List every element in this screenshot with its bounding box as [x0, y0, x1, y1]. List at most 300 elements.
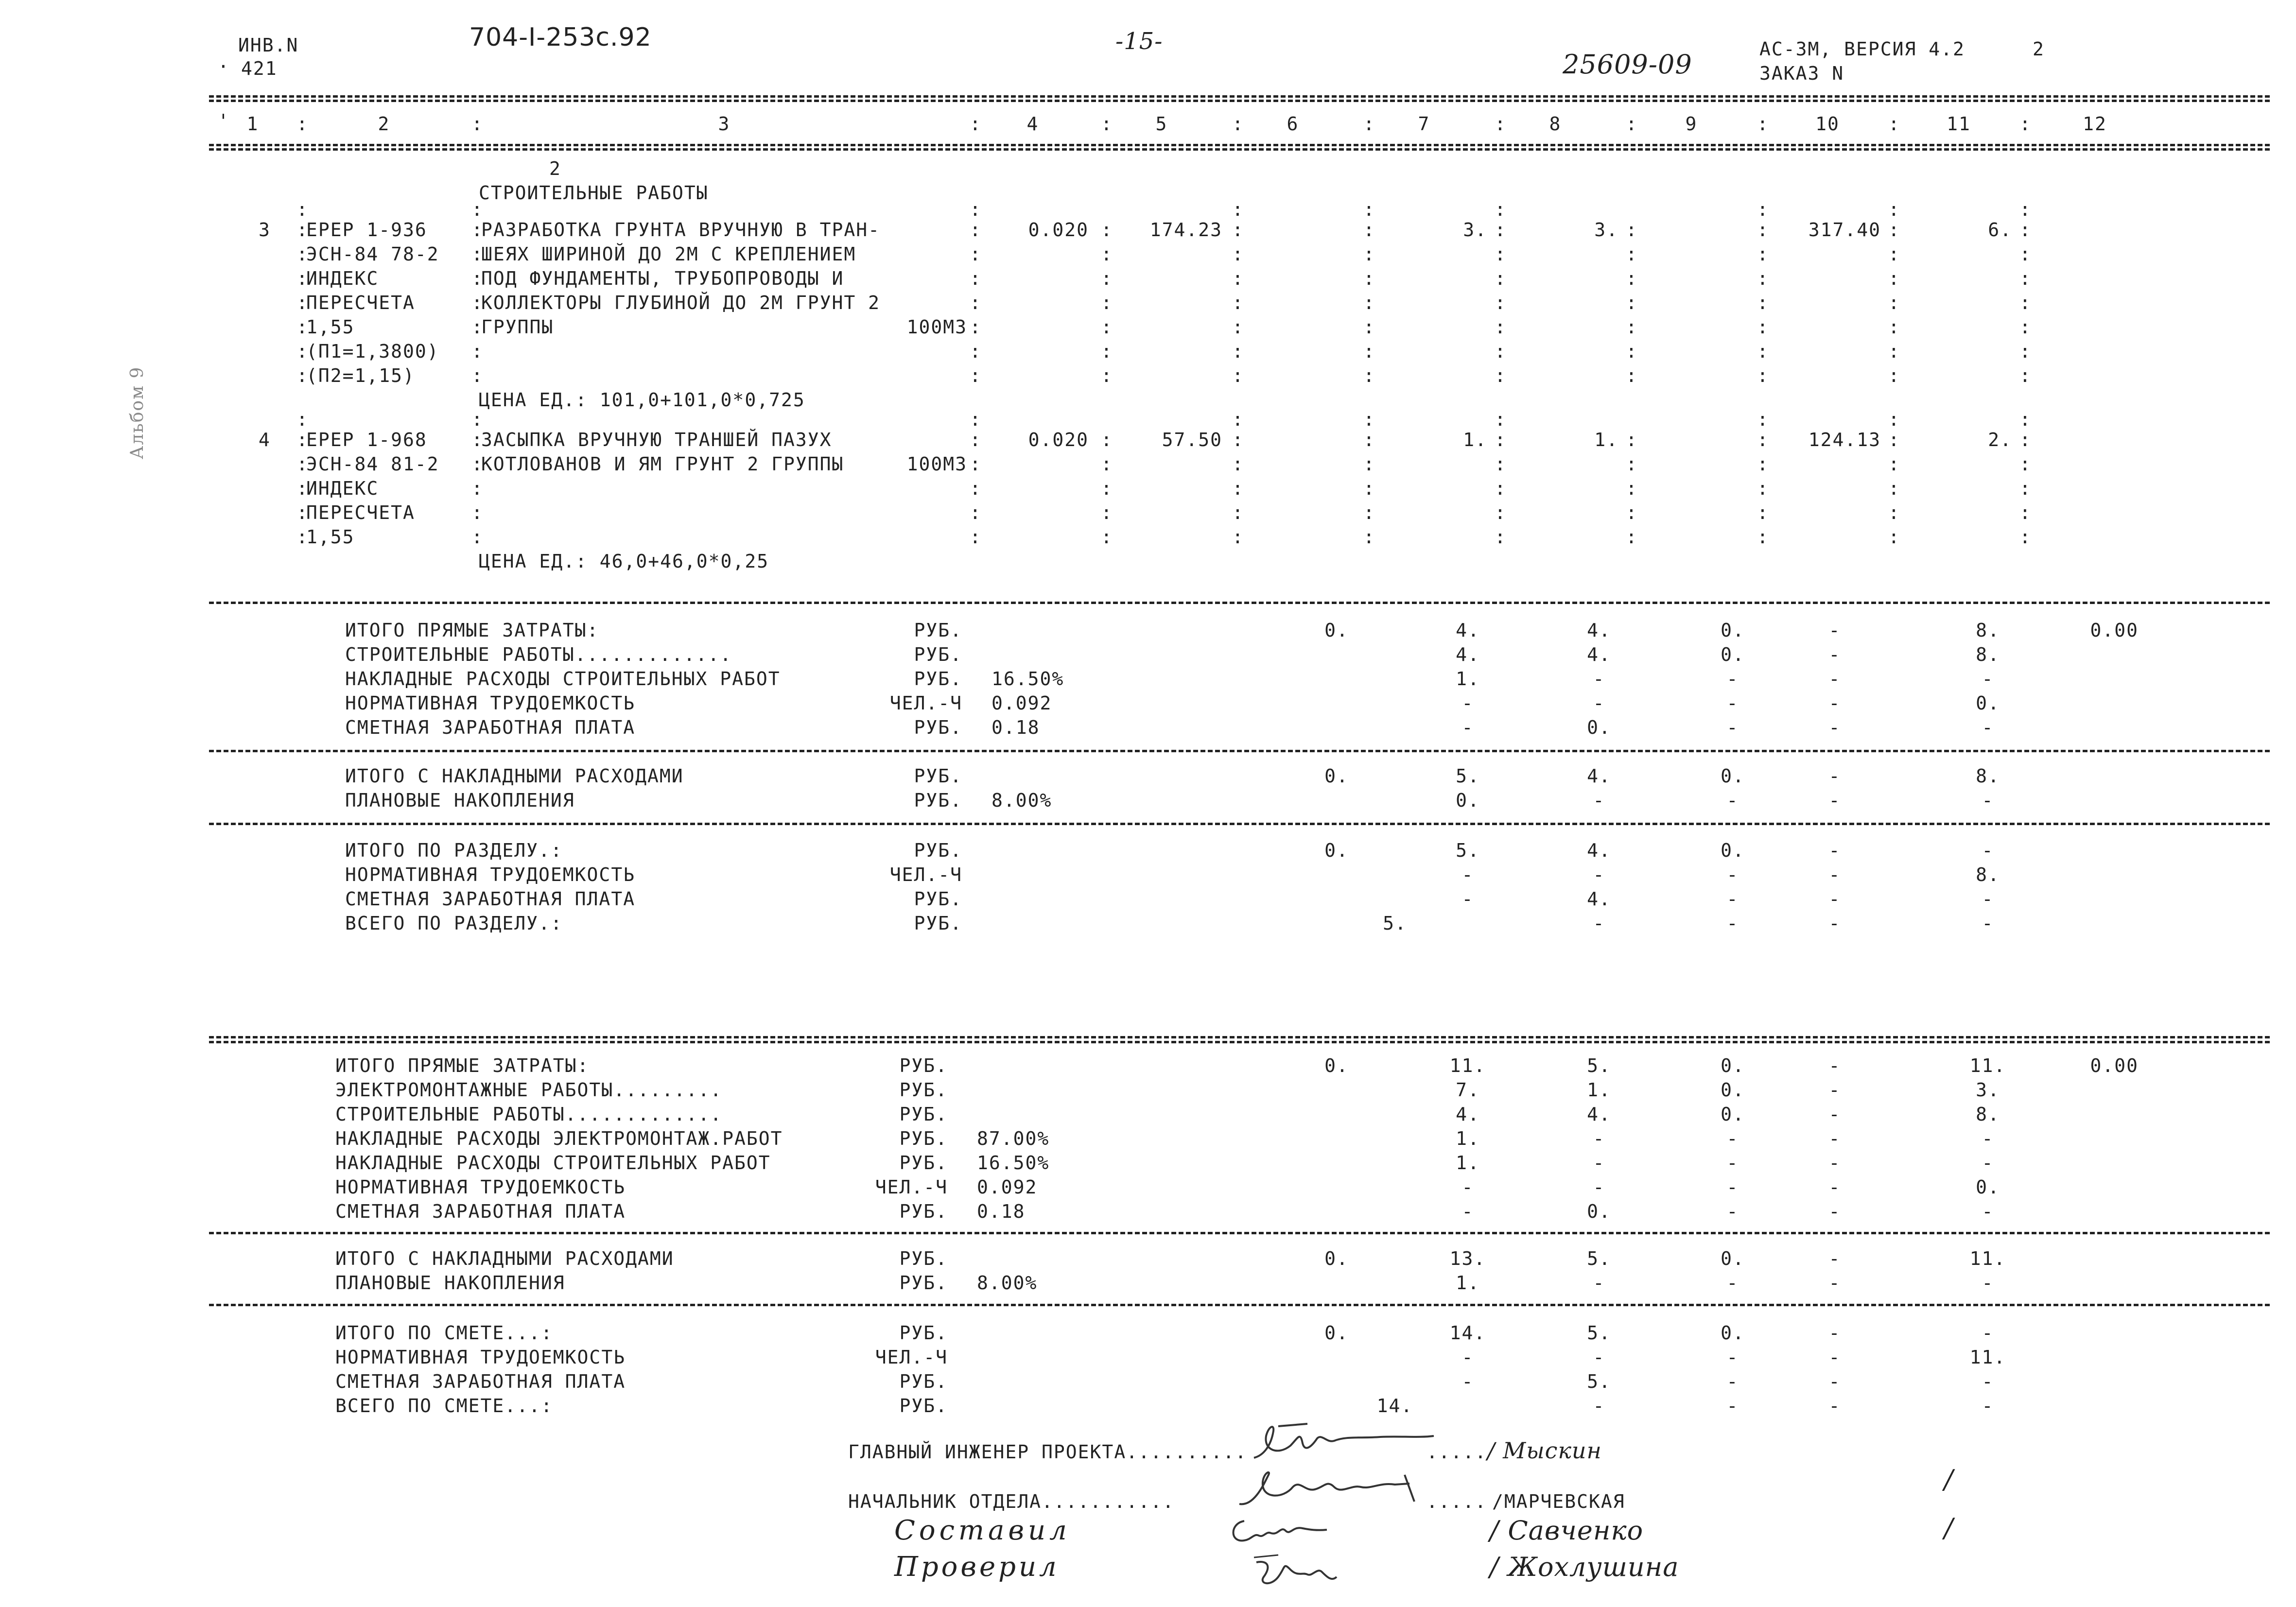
summary-col7: 11. — [1449, 1055, 1486, 1076]
column-separator: : — [2019, 478, 2032, 499]
column-separator: : — [471, 453, 484, 475]
column-number: 3 — [718, 113, 731, 135]
item-col11: 6. — [1988, 219, 2012, 241]
column-separator: : — [970, 316, 982, 338]
summary-label: СМЕТНАЯ ЗАРАБОТНАЯ ПЛАТА — [335, 1201, 626, 1222]
column-separator: : — [970, 219, 982, 241]
summary-col10: - — [1828, 913, 1841, 934]
summary-unit: РУБ. — [899, 1152, 948, 1174]
summary-col10: - — [1828, 1152, 1841, 1174]
album-stamp: Альбом 9 — [127, 366, 147, 459]
rule — [209, 148, 2270, 151]
summary-col11: - — [1982, 1272, 1994, 1294]
column-number: 1 — [246, 113, 259, 135]
column-separator: : — [471, 409, 484, 430]
summary-label: ВСЕГО ПО СМЕТЕ...: — [335, 1395, 553, 1417]
column-separator: : — [471, 429, 484, 450]
column-separator: : — [1232, 199, 1244, 220]
column-separator: : — [1626, 365, 1638, 386]
order-label: ЗАКАЗ N — [1759, 63, 1844, 84]
summary-label: НОРМАТИВНАЯ ТРУДОЕМКОСТЬ — [345, 864, 636, 885]
summary-col11: 11. — [1969, 1347, 2006, 1368]
checked-name: / Жохлушина — [1490, 1552, 1679, 1582]
column-separator: : — [1626, 526, 1638, 548]
item-col7: 1. — [1463, 429, 1487, 450]
summary-col6: 14. — [1376, 1395, 1413, 1417]
summary-col7: 7. — [1456, 1079, 1480, 1101]
summary-col10: - — [1828, 1079, 1841, 1101]
column-separator: : — [1757, 219, 1769, 241]
column-separator: : — [970, 365, 982, 386]
column-separator: : — [1888, 365, 1900, 386]
summary-col8: - — [1593, 1152, 1605, 1174]
item-unit: 100М3 — [906, 316, 967, 338]
column-separator: : — [296, 478, 309, 499]
summary-col9: - — [1726, 1152, 1739, 1174]
column-separator: : — [1888, 526, 1900, 548]
summary-unit: ЧЕЛ.-Ч — [889, 864, 962, 885]
summary-col11: 0. — [1976, 692, 2000, 714]
dept-head-name: /МАРЧЕВСКАЯ — [1492, 1491, 1625, 1512]
summary-rate: 16.50% — [991, 668, 1064, 690]
rule — [209, 750, 2270, 752]
summary-col9: - — [1726, 1371, 1739, 1392]
column-separator: : — [1363, 316, 1375, 338]
item-unit-price: 57.50 — [1162, 429, 1222, 450]
summary-label: НОРМАТИВНАЯ ТРУДОЕМКОСТЬ — [335, 1176, 626, 1198]
summary-col9: - — [1726, 790, 1739, 811]
summary-unit: РУБ. — [899, 1104, 948, 1125]
item-position: 4 — [259, 429, 271, 450]
summary-col10: - — [1828, 1176, 1841, 1198]
column-separator: : — [1101, 429, 1113, 450]
item-col8: 3. — [1594, 219, 1618, 241]
column-separator: : — [1626, 341, 1638, 362]
summary-col6: 0. — [1324, 840, 1349, 861]
column-separator: : — [1101, 243, 1113, 265]
summary-col8: 4. — [1587, 840, 1611, 861]
column-separator: : — [471, 502, 484, 523]
summary-col10: - — [1828, 1248, 1841, 1269]
summary-label: НОРМАТИВНАЯ ТРУДОЕМКОСТЬ — [335, 1347, 626, 1368]
column-separator: : — [296, 113, 309, 135]
summary-col10: - — [1828, 864, 1841, 885]
column-separator: : — [1495, 453, 1507, 475]
summary-col10: - — [1828, 1347, 1841, 1368]
summary-label: НАКЛАДНЫЕ РАСХОДЫ СТРОИТЕЛЬНЫХ РАБОТ — [335, 1152, 771, 1174]
summary-col7: 4. — [1456, 644, 1480, 665]
column-separator: : — [1101, 292, 1113, 313]
column-separator: : — [1626, 243, 1638, 265]
column-separator: : — [1101, 502, 1113, 523]
item-col10: 317.40 — [1808, 219, 1881, 241]
summary-col7: 1. — [1456, 1272, 1480, 1294]
summary-col7: 5. — [1456, 765, 1480, 787]
column-separator: : — [471, 365, 484, 386]
rule — [209, 823, 2270, 825]
column-separator: : — [970, 113, 982, 135]
summary-label: НАКЛАДНЫЕ РАСХОДЫ ЭЛЕКТРОМОНТАЖ.РАБОТ — [335, 1128, 783, 1149]
item-code-line: ЕРЕР 1-936 — [306, 219, 427, 241]
summary-unit: РУБ. — [899, 1322, 948, 1344]
summary-col10: - — [1828, 1201, 1841, 1222]
column-separator: : — [1101, 526, 1113, 548]
column-number: 4 — [1026, 113, 1039, 135]
column-separator: : — [1757, 478, 1769, 499]
dept-head-signature — [1235, 1465, 1439, 1514]
item-description-line: ШЕЯХ ШИРИНОЙ ДО 2М С КРЕПЛЕНИЕМ — [481, 243, 856, 265]
summary-col7: - — [1461, 1347, 1474, 1368]
chief-engineer-name: / Мыскин — [1487, 1437, 1602, 1464]
column-separator: : — [1101, 453, 1113, 475]
summary-col7: - — [1461, 1201, 1474, 1222]
column-separator: : — [1757, 453, 1769, 475]
summary-col8: - — [1593, 1272, 1605, 1294]
column-separator: : — [1626, 292, 1638, 313]
column-separator: : — [1888, 478, 1900, 499]
section-title: СТРОИТЕЛЬНЫЕ РАБОТЫ — [479, 182, 709, 204]
column-separator: : — [1232, 243, 1244, 265]
column-separator: : — [1626, 113, 1638, 135]
summary-unit: РУБ. — [899, 1201, 948, 1222]
column-separator: : — [1626, 429, 1638, 450]
column-separator: : — [296, 526, 309, 548]
column-separator: : — [1888, 453, 1900, 475]
item-description-line: РАЗРАБОТКА ГРУНТА ВРУЧНУЮ В ТРАН- — [481, 219, 880, 241]
summary-col11: - — [1982, 888, 1994, 910]
summary-col8: - — [1593, 1128, 1605, 1149]
column-separator: : — [1888, 268, 1900, 289]
column-separator: : — [2019, 341, 2032, 362]
summary-col8: 5. — [1587, 1371, 1611, 1392]
summary-rate: 0.18 — [991, 717, 1040, 738]
summary-label: ВСЕГО ПО РАЗДЕЛУ.: — [345, 913, 563, 934]
column-separator: : — [1626, 316, 1638, 338]
summary-col10: - — [1828, 644, 1841, 665]
summary-col11: 11. — [1969, 1055, 2006, 1076]
column-separator: : — [1232, 219, 1244, 241]
column-separator: : — [296, 502, 309, 523]
column-separator: : — [1363, 219, 1375, 241]
summary-col8: - — [1593, 668, 1605, 690]
column-separator: : — [1757, 341, 1769, 362]
column-separator: : — [1232, 113, 1244, 135]
column-separator: : — [1757, 316, 1769, 338]
summary-col8: - — [1593, 913, 1605, 934]
summary-col8: 1. — [1587, 1079, 1611, 1101]
column-separator: : — [1757, 429, 1769, 450]
column-separator: : — [2019, 268, 2032, 289]
summary-unit: РУБ. — [899, 1371, 948, 1392]
column-separator: : — [970, 478, 982, 499]
column-separator: : — [1626, 219, 1638, 241]
column-separator: : — [1232, 268, 1244, 289]
summary-col10: - — [1828, 1395, 1841, 1417]
column-separator: : — [1495, 429, 1507, 450]
summary-col10: - — [1828, 1371, 1841, 1392]
compiled-label: Составил — [894, 1515, 1071, 1546]
column-separator: : — [1363, 365, 1375, 386]
summary-col11: 8. — [1976, 620, 2000, 641]
rule — [209, 100, 2270, 102]
column-separator: : — [2019, 316, 2032, 338]
summary-col11: 8. — [1976, 864, 2000, 885]
column-separator: : — [2019, 243, 2032, 265]
chief-engineer-dots: ..... — [1426, 1441, 1487, 1463]
summary-unit: РУБ. — [899, 1128, 948, 1149]
column-separator: : — [1888, 292, 1900, 313]
column-separator: : — [1232, 409, 1244, 430]
summary-col10: - — [1828, 620, 1841, 641]
column-separator: : — [1757, 502, 1769, 523]
column-separator: : — [1626, 453, 1638, 475]
summary-rate: 0.092 — [977, 1176, 1038, 1198]
column-separator: : — [471, 268, 484, 289]
summary-col9: - — [1726, 692, 1739, 714]
inv-label: ИНВ.N — [238, 35, 299, 56]
column-separator: : — [296, 341, 309, 362]
summary-col7: - — [1461, 692, 1474, 714]
summary-unit: РУБ. — [914, 888, 962, 910]
column-separator: : — [471, 243, 484, 265]
summary-col6: 0. — [1324, 1322, 1349, 1344]
column-separator: : — [296, 365, 309, 386]
column-separator: : — [1888, 219, 1900, 241]
column-separator: : — [2019, 526, 2032, 548]
summary-col10: - — [1828, 692, 1841, 714]
rule — [209, 1041, 2270, 1043]
summary-col11: 8. — [1976, 644, 2000, 665]
summary-col7: 1. — [1456, 1152, 1480, 1174]
summary-col12: 0.00 — [2090, 620, 2139, 641]
item-code-line: ЭСН-84 78-2 — [306, 243, 439, 265]
margin-mark: / — [1944, 1513, 1954, 1543]
item-position: 3 — [259, 219, 271, 241]
summary-col8: 4. — [1587, 1104, 1611, 1125]
summary-col8: 5. — [1587, 1322, 1611, 1344]
column-separator: : — [1101, 219, 1113, 241]
column-separator: : — [1232, 316, 1244, 338]
summary-col8: 4. — [1587, 620, 1611, 641]
column-separator: : — [1363, 526, 1375, 548]
column-separator: : — [970, 502, 982, 523]
column-separator: : — [1495, 365, 1507, 386]
column-separator: : — [2019, 365, 2032, 386]
summary-col11: - — [1982, 790, 1994, 811]
column-separator: : — [970, 243, 982, 265]
margin-mark: / — [1944, 1464, 1954, 1495]
summary-col9: 0. — [1721, 620, 1745, 641]
summary-col10: - — [1828, 717, 1841, 738]
column-separator: : — [1363, 409, 1375, 430]
column-separator: : — [1363, 199, 1375, 220]
summary-col7: 13. — [1449, 1248, 1486, 1269]
item-col11: 2. — [1988, 429, 2012, 450]
software-version: АС-3М, ВЕРСИЯ 4.2 — [1759, 38, 1965, 60]
column-separator: : — [1363, 502, 1375, 523]
section-number: 2 — [549, 158, 561, 179]
summary-col7: 1. — [1456, 1128, 1480, 1149]
column-separator: : — [970, 341, 982, 362]
summary-col8: - — [1593, 1176, 1605, 1198]
column-separator: : — [1363, 243, 1375, 265]
software-sheet: 2 — [2033, 38, 2045, 60]
column-separator: : — [1495, 199, 1507, 220]
summary-label: НАКЛАДНЫЕ РАСХОДЫ СТРОИТЕЛЬНЫХ РАБОТ — [345, 668, 781, 690]
column-separator: : — [1626, 478, 1638, 499]
summary-col8: 4. — [1587, 888, 1611, 910]
column-separator: : — [1101, 478, 1113, 499]
column-separator: : — [970, 429, 982, 450]
column-separator: : — [1626, 268, 1638, 289]
summary-col9: 0. — [1721, 840, 1745, 861]
summary-unit: РУБ. — [914, 644, 962, 665]
summary-unit: РУБ. — [914, 913, 962, 934]
summary-col11: 3. — [1976, 1079, 2000, 1101]
rule — [209, 1232, 2270, 1234]
rule — [209, 144, 2270, 146]
column-separator: : — [296, 429, 309, 450]
summary-col11: - — [1982, 913, 1994, 934]
column-number: 2 — [378, 113, 390, 135]
column-separator: : — [1626, 502, 1638, 523]
summary-label: СМЕТНАЯ ЗАРАБОТНАЯ ПЛАТА — [345, 888, 636, 910]
column-separator: : — [1495, 409, 1507, 430]
column-separator: : — [1888, 429, 1900, 450]
summary-col10: - — [1828, 765, 1841, 787]
summary-col11: - — [1982, 1152, 1994, 1174]
summary-unit: РУБ. — [899, 1395, 948, 1417]
rule — [209, 602, 2270, 604]
summary-col8: 0. — [1587, 717, 1611, 738]
column-separator: : — [1232, 502, 1244, 523]
summary-col8: 0. — [1587, 1201, 1611, 1222]
item-col7: 3. — [1463, 219, 1487, 241]
column-separator: : — [1232, 341, 1244, 362]
checked-label: Проверил — [894, 1551, 1060, 1583]
column-number: 7 — [1418, 113, 1430, 135]
summary-rate: 87.00% — [977, 1128, 1050, 1149]
summary-col6: 0. — [1324, 1248, 1349, 1269]
column-separator: : — [1888, 199, 1900, 220]
summary-col7: - — [1461, 717, 1474, 738]
summary-col11: - — [1982, 1371, 1994, 1392]
summary-col9: - — [1726, 1272, 1739, 1294]
page-number: -15- — [1115, 28, 1163, 55]
summary-col7: - — [1461, 1371, 1474, 1392]
summary-label: НОРМАТИВНАЯ ТРУДОЕМКОСТЬ — [345, 692, 636, 714]
inv-dot: · — [218, 56, 230, 77]
column-separator: : — [1101, 113, 1113, 135]
column-separator: : — [296, 292, 309, 313]
column-separator: : — [1757, 113, 1769, 135]
summary-label: ИТОГО ПРЯМЫЕ ЗАТРАТЫ: — [345, 620, 599, 641]
column-separator: : — [471, 292, 484, 313]
summary-col12: 0.00 — [2090, 1055, 2139, 1076]
summary-col10: - — [1828, 1128, 1841, 1149]
item-code-line: ПЕРЕСЧЕТА — [306, 502, 415, 523]
chief-engineer-signature — [1244, 1417, 1439, 1470]
column-separator: : — [296, 268, 309, 289]
summary-col6: 0. — [1324, 1055, 1349, 1076]
summary-unit: ЧЕЛ.-Ч — [875, 1176, 948, 1198]
column-separator: : — [1363, 453, 1375, 475]
item-quantity: 0.020 — [1028, 219, 1089, 241]
summary-unit: РУБ. — [914, 668, 962, 690]
summary-col11: - — [1982, 1322, 1994, 1344]
summary-col7: - — [1461, 1176, 1474, 1198]
summary-label: ИТОГО ПО СМЕТЕ...: — [335, 1322, 553, 1344]
column-separator: : — [1757, 409, 1769, 430]
summary-col9: - — [1726, 913, 1739, 934]
summary-label: ИТОГО ПРЯМЫЕ ЗАТРАТЫ: — [335, 1055, 590, 1076]
column-number: 5 — [1155, 113, 1168, 135]
summary-col11: - — [1982, 717, 1994, 738]
summary-col11: - — [1982, 668, 1994, 690]
project-code: 704-I-253с.92 — [469, 23, 652, 52]
summary-col7: 1. — [1456, 668, 1480, 690]
summary-col8: - — [1593, 864, 1605, 885]
summary-col8: - — [1593, 1395, 1605, 1417]
column-separator: : — [1757, 268, 1769, 289]
column-separator: : — [1232, 292, 1244, 313]
column-separator: : — [2019, 453, 2032, 475]
column-number: 12 — [2083, 113, 2107, 135]
column-separator: : — [2019, 502, 2032, 523]
column-separator: : — [1757, 365, 1769, 386]
compiled-name: / Савченко — [1490, 1515, 1644, 1546]
chief-engineer-label: ГЛАВНЫЙ ИНЖЕНЕР ПРОЕКТА.......... — [848, 1441, 1247, 1463]
summary-col6: 0. — [1324, 620, 1349, 641]
column-number: 6 — [1287, 113, 1299, 135]
column-separator: : — [1495, 502, 1507, 523]
column-separator: : — [1888, 341, 1900, 362]
summary-col10: - — [1828, 1055, 1841, 1076]
column-separator: : — [1495, 113, 1507, 135]
column-separator: : — [970, 199, 982, 220]
dept-head-label: НАЧАЛЬНИК ОТДЕЛА........... — [848, 1491, 1175, 1512]
column-separator: : — [471, 219, 484, 241]
summary-col10: - — [1828, 1322, 1841, 1344]
rule — [209, 95, 2270, 98]
item-code-line: ПЕРЕСЧЕТА — [306, 292, 415, 313]
summary-label: ПЛАНОВЫЕ НАКОПЛЕНИЯ — [335, 1272, 565, 1294]
column-separator: : — [970, 409, 982, 430]
column-separator: : — [1363, 113, 1375, 135]
column-separator: : — [1888, 409, 1900, 430]
summary-unit: РУБ. — [899, 1272, 948, 1294]
summary-unit: РУБ. — [899, 1248, 948, 1269]
summary-col8: 5. — [1587, 1248, 1611, 1269]
summary-label: СМЕТНАЯ ЗАРАБОТНАЯ ПЛАТА — [335, 1371, 626, 1392]
summary-col7: - — [1461, 864, 1474, 885]
column-separator: : — [471, 316, 484, 338]
column-separator: : — [471, 478, 484, 499]
item-col8: 1. — [1594, 429, 1618, 450]
summary-rate: 8.00% — [991, 790, 1052, 811]
summary-unit: РУБ. — [899, 1079, 948, 1101]
summary-col6: 0. — [1324, 765, 1349, 787]
summary-unit: ЧЕЛ.-Ч — [889, 692, 962, 714]
summary-col11: 8. — [1976, 1104, 2000, 1125]
column-separator: : — [1757, 199, 1769, 220]
summary-col9: - — [1726, 1347, 1739, 1368]
summary-col9: - — [1726, 864, 1739, 885]
column-separator: : — [471, 199, 484, 220]
column-separator: : — [1363, 478, 1375, 499]
summary-col9: - — [1726, 1128, 1739, 1149]
summary-col9: - — [1726, 717, 1739, 738]
